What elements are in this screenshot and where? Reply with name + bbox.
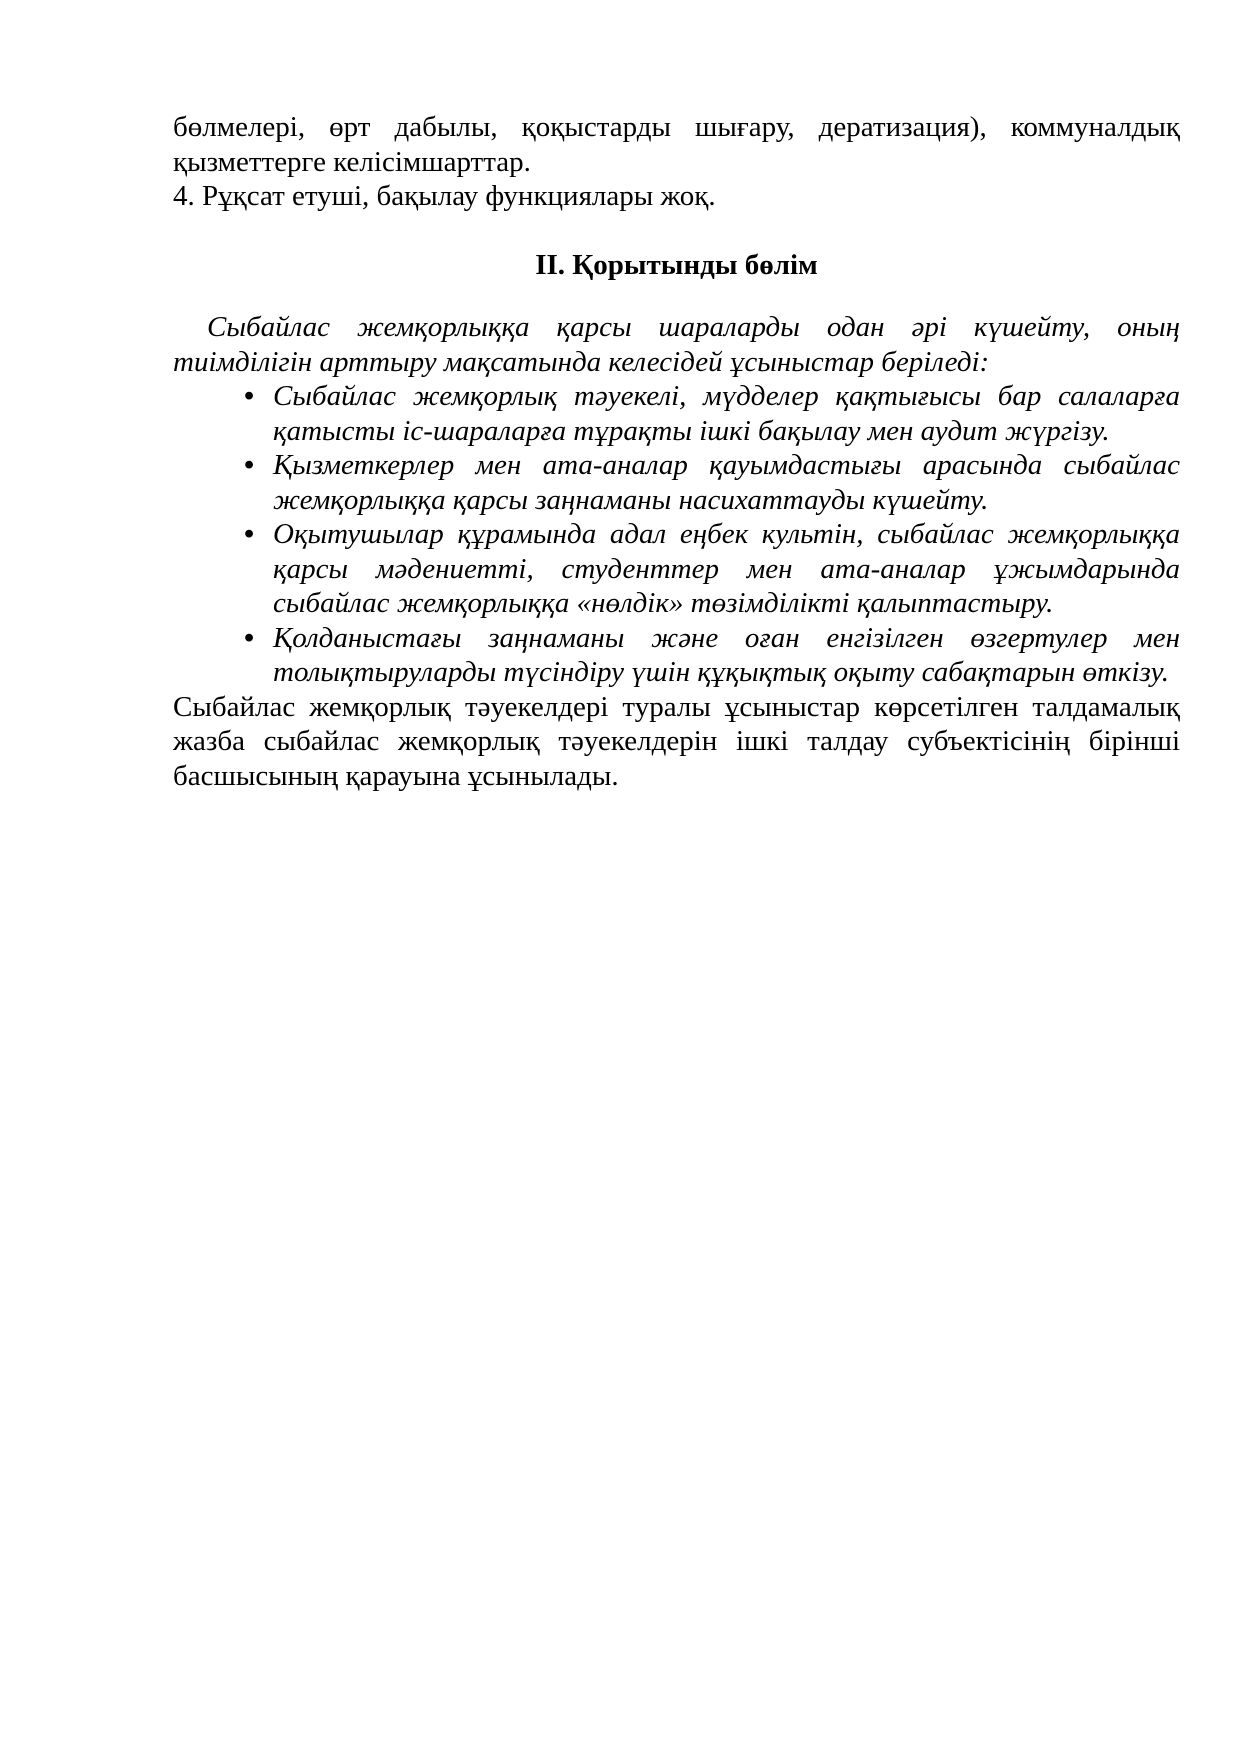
document-content xyxy=(0,0,1241,793)
bullet-item: • Сыбайлас жемқорлық тәуекелі, мүдделер қақтығысы бар салаларға қатысты іс-шараларға тұрақты ішкі бақылау мен аудит жүргізу. xyxy=(273,379,1180,448)
bullet-item: • Қолданыстағы заңнаманы және оған енгізілген өзгертулер мен толықтыруларды түсіндіру үшін құқықтық оқыту сабақтарын өткізу. xyxy=(273,621,1180,690)
bullet-item: • Қызметкерлер мен ата-аналар қауымдастығы арасында сыбайлас жемқорлыққа қарсы заңнаманы насихаттауды күшейту. xyxy=(273,448,1180,517)
bullet-list xyxy=(173,379,1180,690)
section-heading: ІІ. Қорытынды бөлім xyxy=(535,248,818,281)
closing-paragraph: Сыбайлас жемқорлық тәуекелдері туралы ұсыныстар көрсетілген талдамалық жазба сыбайлас жемқорлық тәуекелдерін ішкі талдау субъектісінің бірінші басшысының қарауына ұсынылады. xyxy=(173,690,1180,792)
paragraph-item-4: 4. Рұқсат етуші, бақылау функциялары жоқ. xyxy=(173,180,716,212)
bullet-item: • Оқытушылар құрамында адал еңбек культін, сыбайлас жемқорлыққа қарсы мәдениетті, студенттер мен ата-аналар ұжымдарында сыбайлас жемқорлыққа «нөлдік» төзімділікті қалыптастыру. xyxy=(273,517,1180,621)
intro-paragraph: Сыбайлас жемқорлыққа қарсы шараларды одан әрі күшейту, оның тиімділігін арттыру мақсатында келесідей ұсыныстар беріледі: xyxy=(173,311,1180,378)
paragraph-continuation: бөлмелері, өрт дабылы, қоқыстарды шығару, дератизация), коммуналдық қызметтерге келісімшарттар. xyxy=(173,111,1180,178)
